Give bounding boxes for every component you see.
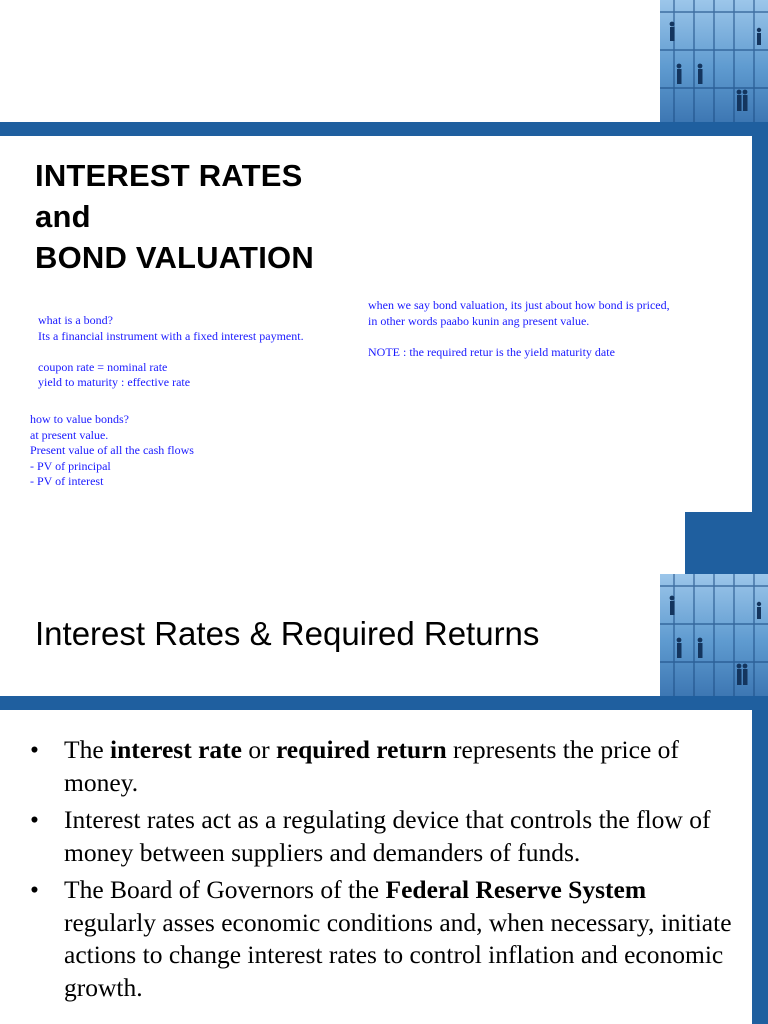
bullet-list [30, 734, 740, 1009]
slide1-title-line-3: BOND VALUATION [35, 240, 314, 275]
note-line [368, 329, 670, 345]
bullet-icon: • [30, 875, 39, 904]
note-line: Present value of all the cash flows [30, 443, 194, 457]
building-people-icon [660, 0, 768, 122]
bullet-icon: • [30, 735, 39, 764]
note-line: - PV of principal [30, 458, 111, 473]
note-line: Its a financial instrument with a fixed interest payment. [38, 328, 304, 343]
header-photo-top [660, 0, 768, 122]
bullet-bold-text: Federal Reserve System [385, 875, 647, 904]
note-line: in other words paabo kunin ang present value. [368, 313, 590, 328]
note-line: NOTE : the required retur is the yield maturity date [368, 344, 615, 359]
bullet-item [30, 874, 740, 1004]
bullet-item [30, 804, 740, 869]
note-line: what is a bond? [38, 313, 113, 327]
notes-bottom [30, 412, 194, 490]
notes-left [38, 313, 304, 391]
bullet-text: or [241, 735, 276, 764]
note-line: when we say bond valuation, its just about how bond is priced, [368, 298, 670, 312]
bullet-bold-text: required return [275, 735, 447, 764]
slide2-top-band [0, 696, 768, 710]
note-line: - PV of interest [30, 474, 104, 488]
slide1-title [35, 155, 314, 278]
bullet-bold-text: interest rate [110, 735, 242, 764]
header-photo-bottom [660, 574, 768, 696]
note-line: coupon rate = nominal rate [38, 359, 168, 374]
bullet-icon: • [30, 805, 39, 834]
note-line: at present value. [30, 427, 109, 442]
note-line: yield to maturity : effective rate [38, 375, 191, 389]
building-people-icon [660, 574, 768, 696]
bullet-text: Interest rates act as a regulating device that controls the flow of money between suppliers and demanders of funds. [64, 805, 711, 867]
slide2-title: Interest Rates & Required Returns [35, 615, 540, 652]
note-line: how to value bonds? [30, 412, 129, 426]
notes-right [368, 298, 670, 360]
bullet-text: The Board of Governors of the [64, 875, 386, 904]
slide1-title-line-2: and [35, 199, 91, 234]
bullet-text: represents the price of money. [64, 735, 679, 797]
note-line [38, 344, 304, 360]
slide1-right-band [752, 122, 768, 512]
slide1-title-line-1: INTEREST RATES [35, 158, 303, 193]
slide1-top-band [0, 122, 768, 136]
bullet-text: The [64, 735, 111, 764]
bullet-item [30, 734, 740, 799]
slide2-right-block [685, 512, 768, 574]
bullet-text: regularly asses economic conditions and, when necessary, initiate actions to change interest rates to control inflation and economic growth. [64, 907, 732, 1002]
slide2-right-band [752, 696, 768, 1024]
